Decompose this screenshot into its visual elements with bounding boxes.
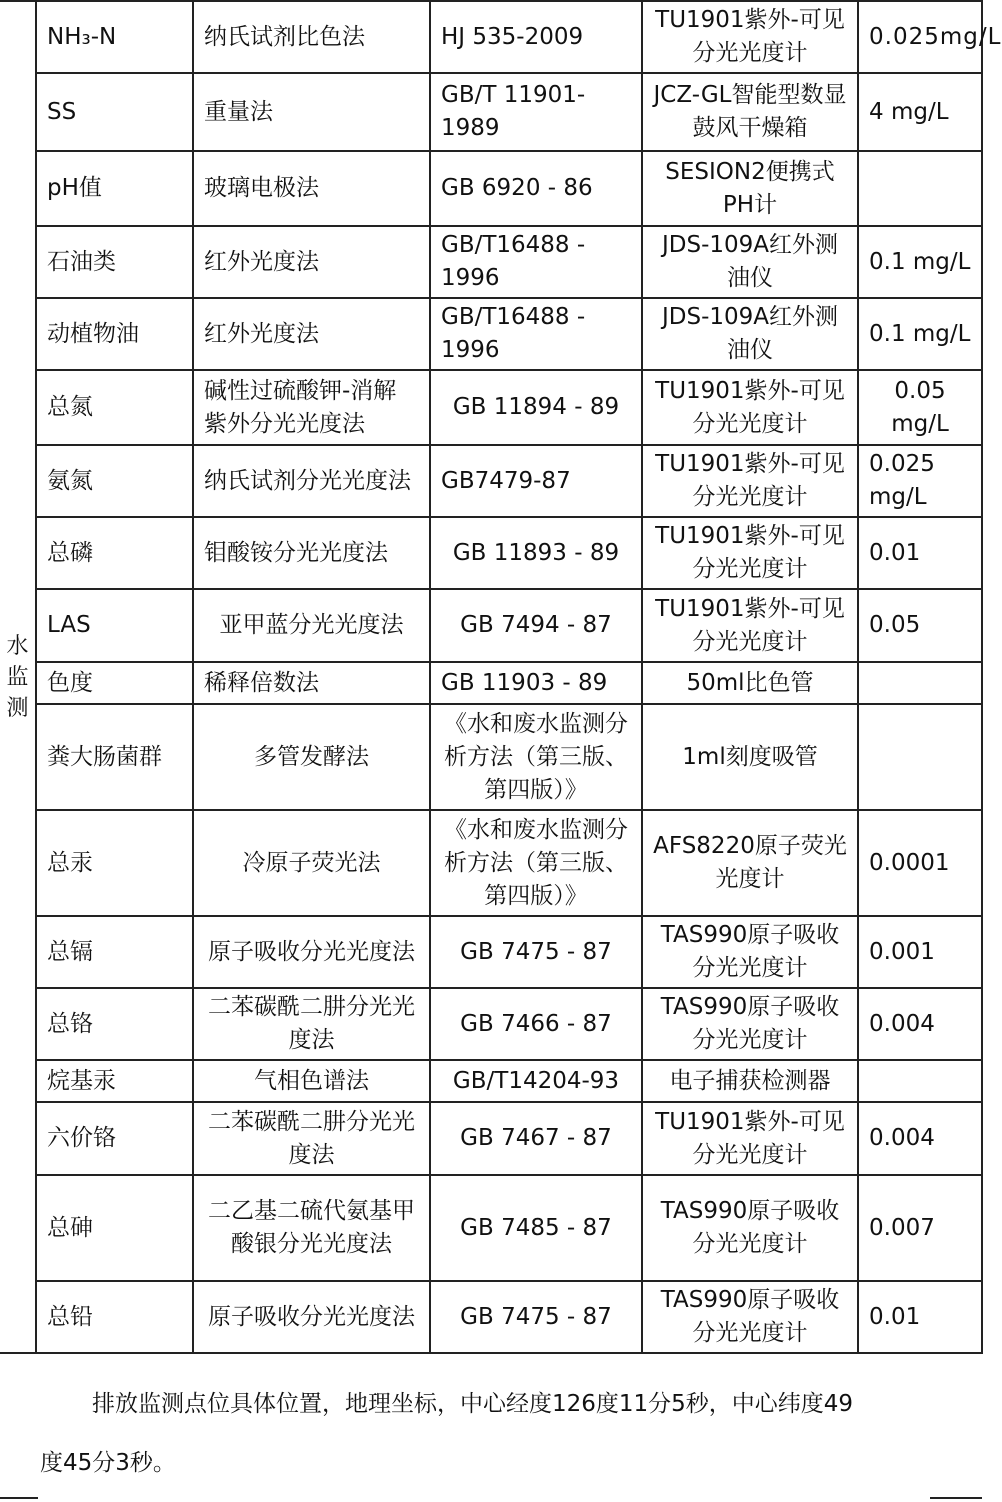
limit-cell: 0.01 — [858, 517, 982, 589]
method-cell: 冷原子荧光法 — [193, 810, 430, 916]
table-row — [0, 226, 982, 298]
instrument-cell: 1ml刻度吸管 — [642, 704, 858, 810]
standard-cell: GB 11893 - 89 — [430, 517, 642, 589]
item-cell: 粪大肠菌群 — [36, 704, 193, 810]
method-cell: 原子吸收分光光度法 — [193, 916, 430, 988]
standard-cell: GB 7467 - 87 — [430, 1102, 642, 1175]
method-cell: 红外光度法 — [193, 298, 430, 370]
limit-cell: 0.1 mg/L — [858, 298, 982, 370]
item-cell: pH值 — [36, 151, 193, 226]
instrument-cell: TU1901紫外-可见分光光度计 — [642, 1, 858, 73]
method-cell: 重量法 — [193, 73, 430, 151]
note-line-1: 排放监测点位具体位置，地理坐标，中心经度126度11分5秒，中心纬度49 — [92, 1391, 854, 1417]
limit-cell — [858, 151, 982, 226]
instrument-cell: JDS-109A红外测油仪 — [642, 226, 858, 298]
instrument-cell: TU1901紫外-可见分光光度计 — [642, 517, 858, 589]
standard-cell: GB 7485 - 87 — [430, 1175, 642, 1281]
standard-cell: GB 6920 - 86 — [430, 151, 642, 226]
standard-cell: GB/T 11901-1989 — [430, 73, 642, 151]
method-cell: 二苯碳酰二肼分光光度法 — [193, 988, 430, 1060]
standard-cell: GB 11903 - 89 — [430, 662, 642, 704]
table-row — [0, 1, 982, 73]
instrument-cell: TU1901紫外-可见分光光度计 — [642, 589, 858, 662]
instrument-cell: TU1901紫外-可见分光光度计 — [642, 445, 858, 517]
footer-rule-right — [930, 1497, 982, 1499]
note-line-2: 度45分3秒。 — [40, 1450, 176, 1476]
standard-cell: GB7479-87 — [430, 445, 642, 517]
limit-cell: 0.025mg/L — [858, 1, 982, 73]
item-cell: 总汞 — [36, 810, 193, 916]
limit-cell: 0.007 — [858, 1175, 982, 1281]
limit-cell — [858, 704, 982, 810]
instrument-cell: TAS990原子吸收分光光度计 — [642, 1281, 858, 1353]
table-row — [0, 73, 982, 151]
table-row — [0, 589, 982, 662]
instrument-cell: AFS8220原子荧光光度计 — [642, 810, 858, 916]
instrument-cell: TAS990原子吸收分光光度计 — [642, 988, 858, 1060]
table-row — [0, 1175, 982, 1281]
item-cell: 总氮 — [36, 370, 193, 445]
item-cell: 总镉 — [36, 916, 193, 988]
method-cell: 多管发酵法 — [193, 704, 430, 810]
method-cell: 气相色谱法 — [193, 1060, 430, 1102]
method-cell: 纳氏试剂分光光度法 — [193, 445, 430, 517]
method-cell: 纳氏试剂比色法 — [193, 1, 430, 73]
table-row — [0, 1102, 982, 1175]
standard-cell: GB 7494 - 87 — [430, 589, 642, 662]
item-cell: 六价铬 — [36, 1102, 193, 1175]
instrument-cell: TAS990原子吸收分光光度计 — [642, 1175, 858, 1281]
item-cell: 石油类 — [36, 226, 193, 298]
table-row — [0, 445, 982, 517]
standard-cell: GB/T16488 - 1996 — [430, 298, 642, 370]
limit-cell — [858, 1060, 982, 1102]
limit-cell: 0.025 mg/L — [858, 445, 982, 517]
item-cell: 总铅 — [36, 1281, 193, 1353]
standard-cell: GB/T14204-93 — [430, 1060, 642, 1102]
standard-cell: GB 11894 - 89 — [430, 370, 642, 445]
item-cell: 总铬 — [36, 988, 193, 1060]
table-row — [0, 662, 982, 704]
limit-cell: 0.05 mg/L — [858, 370, 982, 445]
limit-cell: 0.1 mg/L — [858, 226, 982, 298]
instrument-cell: JDS-109A红外测油仪 — [642, 298, 858, 370]
category-label: 水监测 — [6, 633, 29, 721]
item-cell: 色度 — [36, 662, 193, 704]
method-cell: 碱性过硫酸钾-消解紫外分光光度法 — [193, 370, 430, 445]
method-cell: 二苯碳酰二肼分光光度法 — [193, 1102, 430, 1175]
table-row — [0, 517, 982, 589]
standard-cell: GB 7466 - 87 — [430, 988, 642, 1060]
method-cell: 玻璃电极法 — [193, 151, 430, 226]
table-row — [0, 704, 982, 810]
method-cell: 红外光度法 — [193, 226, 430, 298]
table-row — [0, 298, 982, 370]
standard-cell: GB 7475 - 87 — [430, 916, 642, 988]
method-cell: 二乙基二硫代氨基甲酸银分光光度法 — [193, 1175, 430, 1281]
method-cell: 亚甲蓝分光光度法 — [193, 589, 430, 662]
standard-cell: GB 7475 - 87 — [430, 1281, 642, 1353]
limit-cell: 0.0001 — [858, 810, 982, 916]
table-row — [0, 370, 982, 445]
limit-cell: 0.001 — [858, 916, 982, 988]
table-row — [0, 988, 982, 1060]
item-cell: LAS — [36, 589, 193, 662]
instrument-cell: TU1901紫外-可见分光光度计 — [642, 370, 858, 445]
instrument-cell: TU1901紫外-可见分光光度计 — [642, 1102, 858, 1175]
item-cell: 总磷 — [36, 517, 193, 589]
limit-cell — [858, 662, 982, 704]
table-row — [0, 1281, 982, 1353]
table-row — [0, 916, 982, 988]
category-cell — [0, 1, 36, 1353]
footer-rule-left — [0, 1497, 38, 1499]
standard-cell: 《水和废水监测分析方法（第三版、第四版）》 — [430, 810, 642, 916]
method-cell: 钼酸铵分光光度法 — [193, 517, 430, 589]
limit-cell: 0.004 — [858, 1102, 982, 1175]
limit-cell: 0.004 — [858, 988, 982, 1060]
instrument-cell: 50ml比色管 — [642, 662, 858, 704]
item-cell: 氨氮 — [36, 445, 193, 517]
standard-cell: GB/T16488 - 1996 — [430, 226, 642, 298]
instrument-cell: JCZ-GL智能型数显鼓风干燥箱 — [642, 73, 858, 151]
method-cell: 稀释倍数法 — [193, 662, 430, 704]
limit-cell: 4 mg/L — [858, 73, 982, 151]
instrument-cell: TAS990原子吸收分光光度计 — [642, 916, 858, 988]
item-cell: 烷基汞 — [36, 1060, 193, 1102]
limit-cell: 0.05 — [858, 589, 982, 662]
table-row — [0, 1060, 982, 1102]
item-cell: NH₃-N — [36, 1, 193, 73]
standard-cell: 《水和废水监测分析方法（第三版、第四版）》 — [430, 704, 642, 810]
item-cell: 总砷 — [36, 1175, 193, 1281]
limit-cell: 0.01 — [858, 1281, 982, 1353]
item-cell: SS — [36, 73, 193, 151]
item-cell: 动植物油 — [36, 298, 193, 370]
method-cell: 原子吸收分光光度法 — [193, 1281, 430, 1353]
table-row — [0, 151, 982, 226]
instrument-cell: 电子捕获检测器 — [642, 1060, 858, 1102]
instrument-cell: SESION2便携式PH计 — [642, 151, 858, 226]
standard-cell: HJ 535-2009 — [430, 1, 642, 73]
table-row — [0, 810, 982, 916]
